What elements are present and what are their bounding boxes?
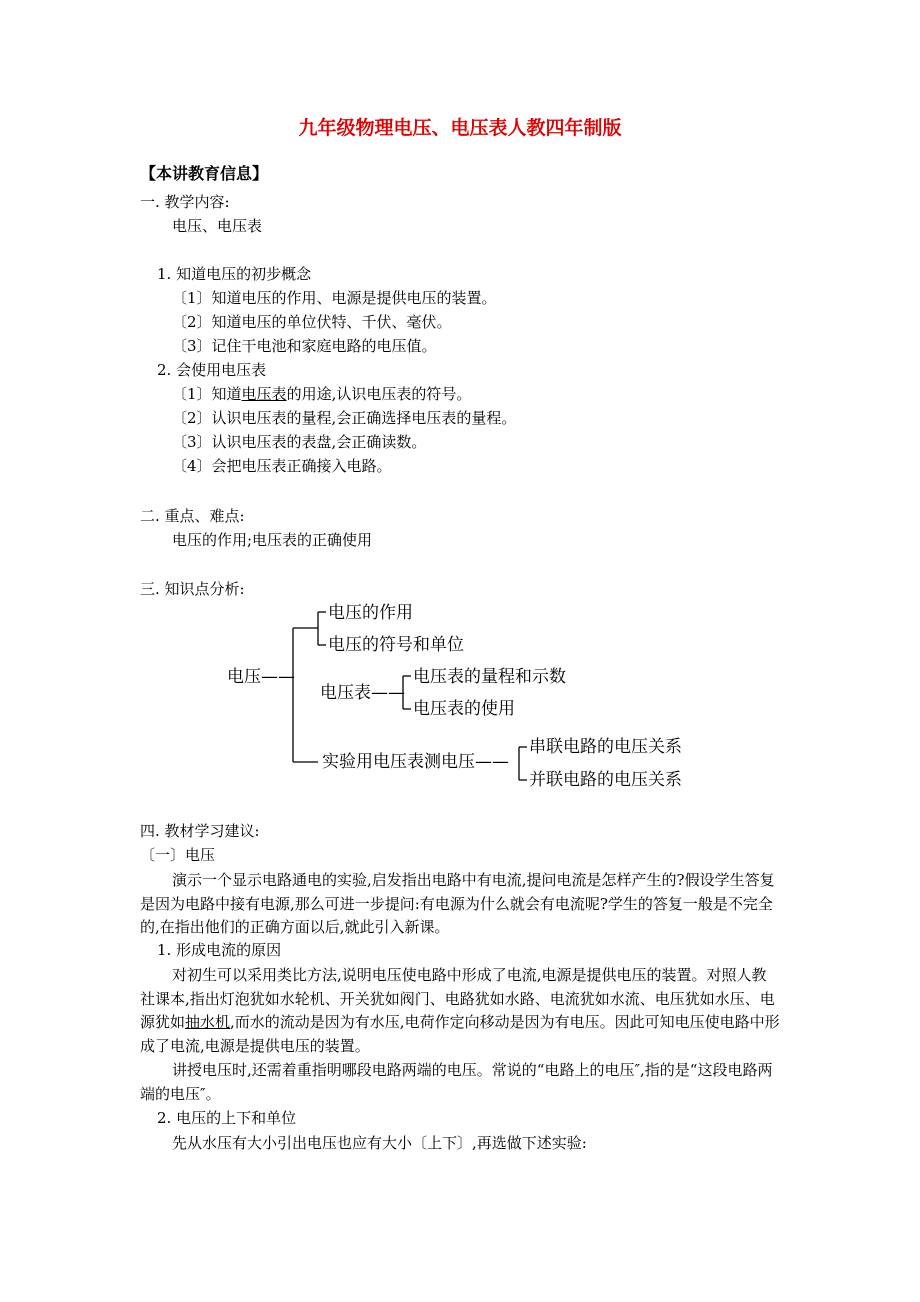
section-2-heading: 二. 重点、难点:	[140, 507, 245, 525]
paragraph-intro: 演示一个显示电路通电的实验,启发指出电路中有电流,提问电流是怎样产生的?假设学生答复是因为电路中接有电源,那么可进一步提问:有电源为什么就会有电流呢?学生的答复一般是不完全的,在指出他们的正确方面以后,就此引入新课。	[140, 871, 775, 936]
objective-2-item: 〔3〕认识电压表的表盘,会正确读数。	[172, 433, 427, 451]
paragraph-voltage-note: 讲授电压时,还需着重指明哪段电路两端的电压。常说的“电路上的电压″,指的是“这段电路两端的电压″。	[140, 1061, 773, 1103]
point-1-title: 1. 形成电流的原因	[157, 941, 282, 959]
tree-branch-2b: 电压表的使用	[413, 699, 515, 719]
section-3-heading: 三. 知识点分析:	[140, 580, 245, 598]
objective-1-item: 〔1〕知道电压的作用、电源是提供电压的装置。	[172, 289, 497, 307]
section-4-heading: 四. 教材学习建议:	[140, 822, 260, 840]
paragraph-analogy	[140, 964, 780, 1058]
section-2-content: 电压的作用;电压表的正确使用	[172, 531, 373, 549]
tree-branch-2: 电压表——	[320, 683, 405, 703]
tree-branch-3b: 并联电路的电压关系	[529, 770, 682, 790]
info-heading: 【本讲教育信息】	[140, 164, 269, 183]
pump-link[interactable]: 抽水机	[185, 1013, 231, 1031]
paragraph-analogy-part2: ,而水的流动是因为有水压,电荷作定向移动是因为有电压。因此可知电压使电路中形成了电流,电源是提供电压的装置。	[140, 1013, 780, 1055]
section-1-content: 电压、电压表	[172, 217, 263, 235]
section-1-heading: 一. 教学内容:	[140, 193, 230, 211]
objective-2-item: 〔2〕认识电压表的量程,会正确选择电压表的量程。	[172, 409, 517, 427]
paragraph-analogy-part1: 对初生可以采用类比方法,说明电压使电路中形成了电流,电源是提供电压的装置。对照人教社课本,指出灯泡犹如水轮机、开关犹如阀门、电路犹如水路、电流犹如水流、电压犹如水压、电源犹如	[140, 966, 775, 1031]
objective-1-item: 〔3〕记住干电池和家庭电路的电压值。	[172, 337, 437, 355]
tree-branch-2a: 电压表的量程和示数	[413, 667, 566, 687]
tree-branch-3: 实验用电压表测电压——	[322, 752, 509, 772]
objective-2-item: 〔4〕会把电压表正确接入电路。	[172, 457, 392, 475]
point-2-title: 2. 电压的上下和单位	[157, 1109, 297, 1127]
objective-1-item: 〔2〕知道电压的单位伏特、千伏、毫伏。	[172, 313, 452, 331]
tree-root: 电压——	[227, 667, 295, 687]
objective-1-title: 1. 知道电压的初步概念	[157, 265, 312, 283]
tree-branch-1b: 电压的符号和单位	[328, 635, 464, 655]
paragraph-experiment: 先从水压有大小引出电压也应有大小〔上下〕,再选做下述实验:	[172, 1134, 587, 1152]
subsection-1-heading: 〔一〕电压	[140, 846, 216, 864]
tree-branch-1a: 电压的作用	[328, 603, 413, 623]
objective-2-item-prefix: 〔1〕知道	[172, 385, 242, 403]
document-title: 九年级物理电压、电压表人教四年制版	[298, 117, 622, 139]
voltmeter-link[interactable]: 电压表	[241, 385, 287, 403]
objective-2-item-suffix: 的用途,认识电压表的符号。	[286, 385, 472, 403]
objective-2-title: 2. 会使用电压表	[157, 361, 267, 379]
tree-branch-3a: 串联电路的电压关系	[529, 737, 682, 757]
